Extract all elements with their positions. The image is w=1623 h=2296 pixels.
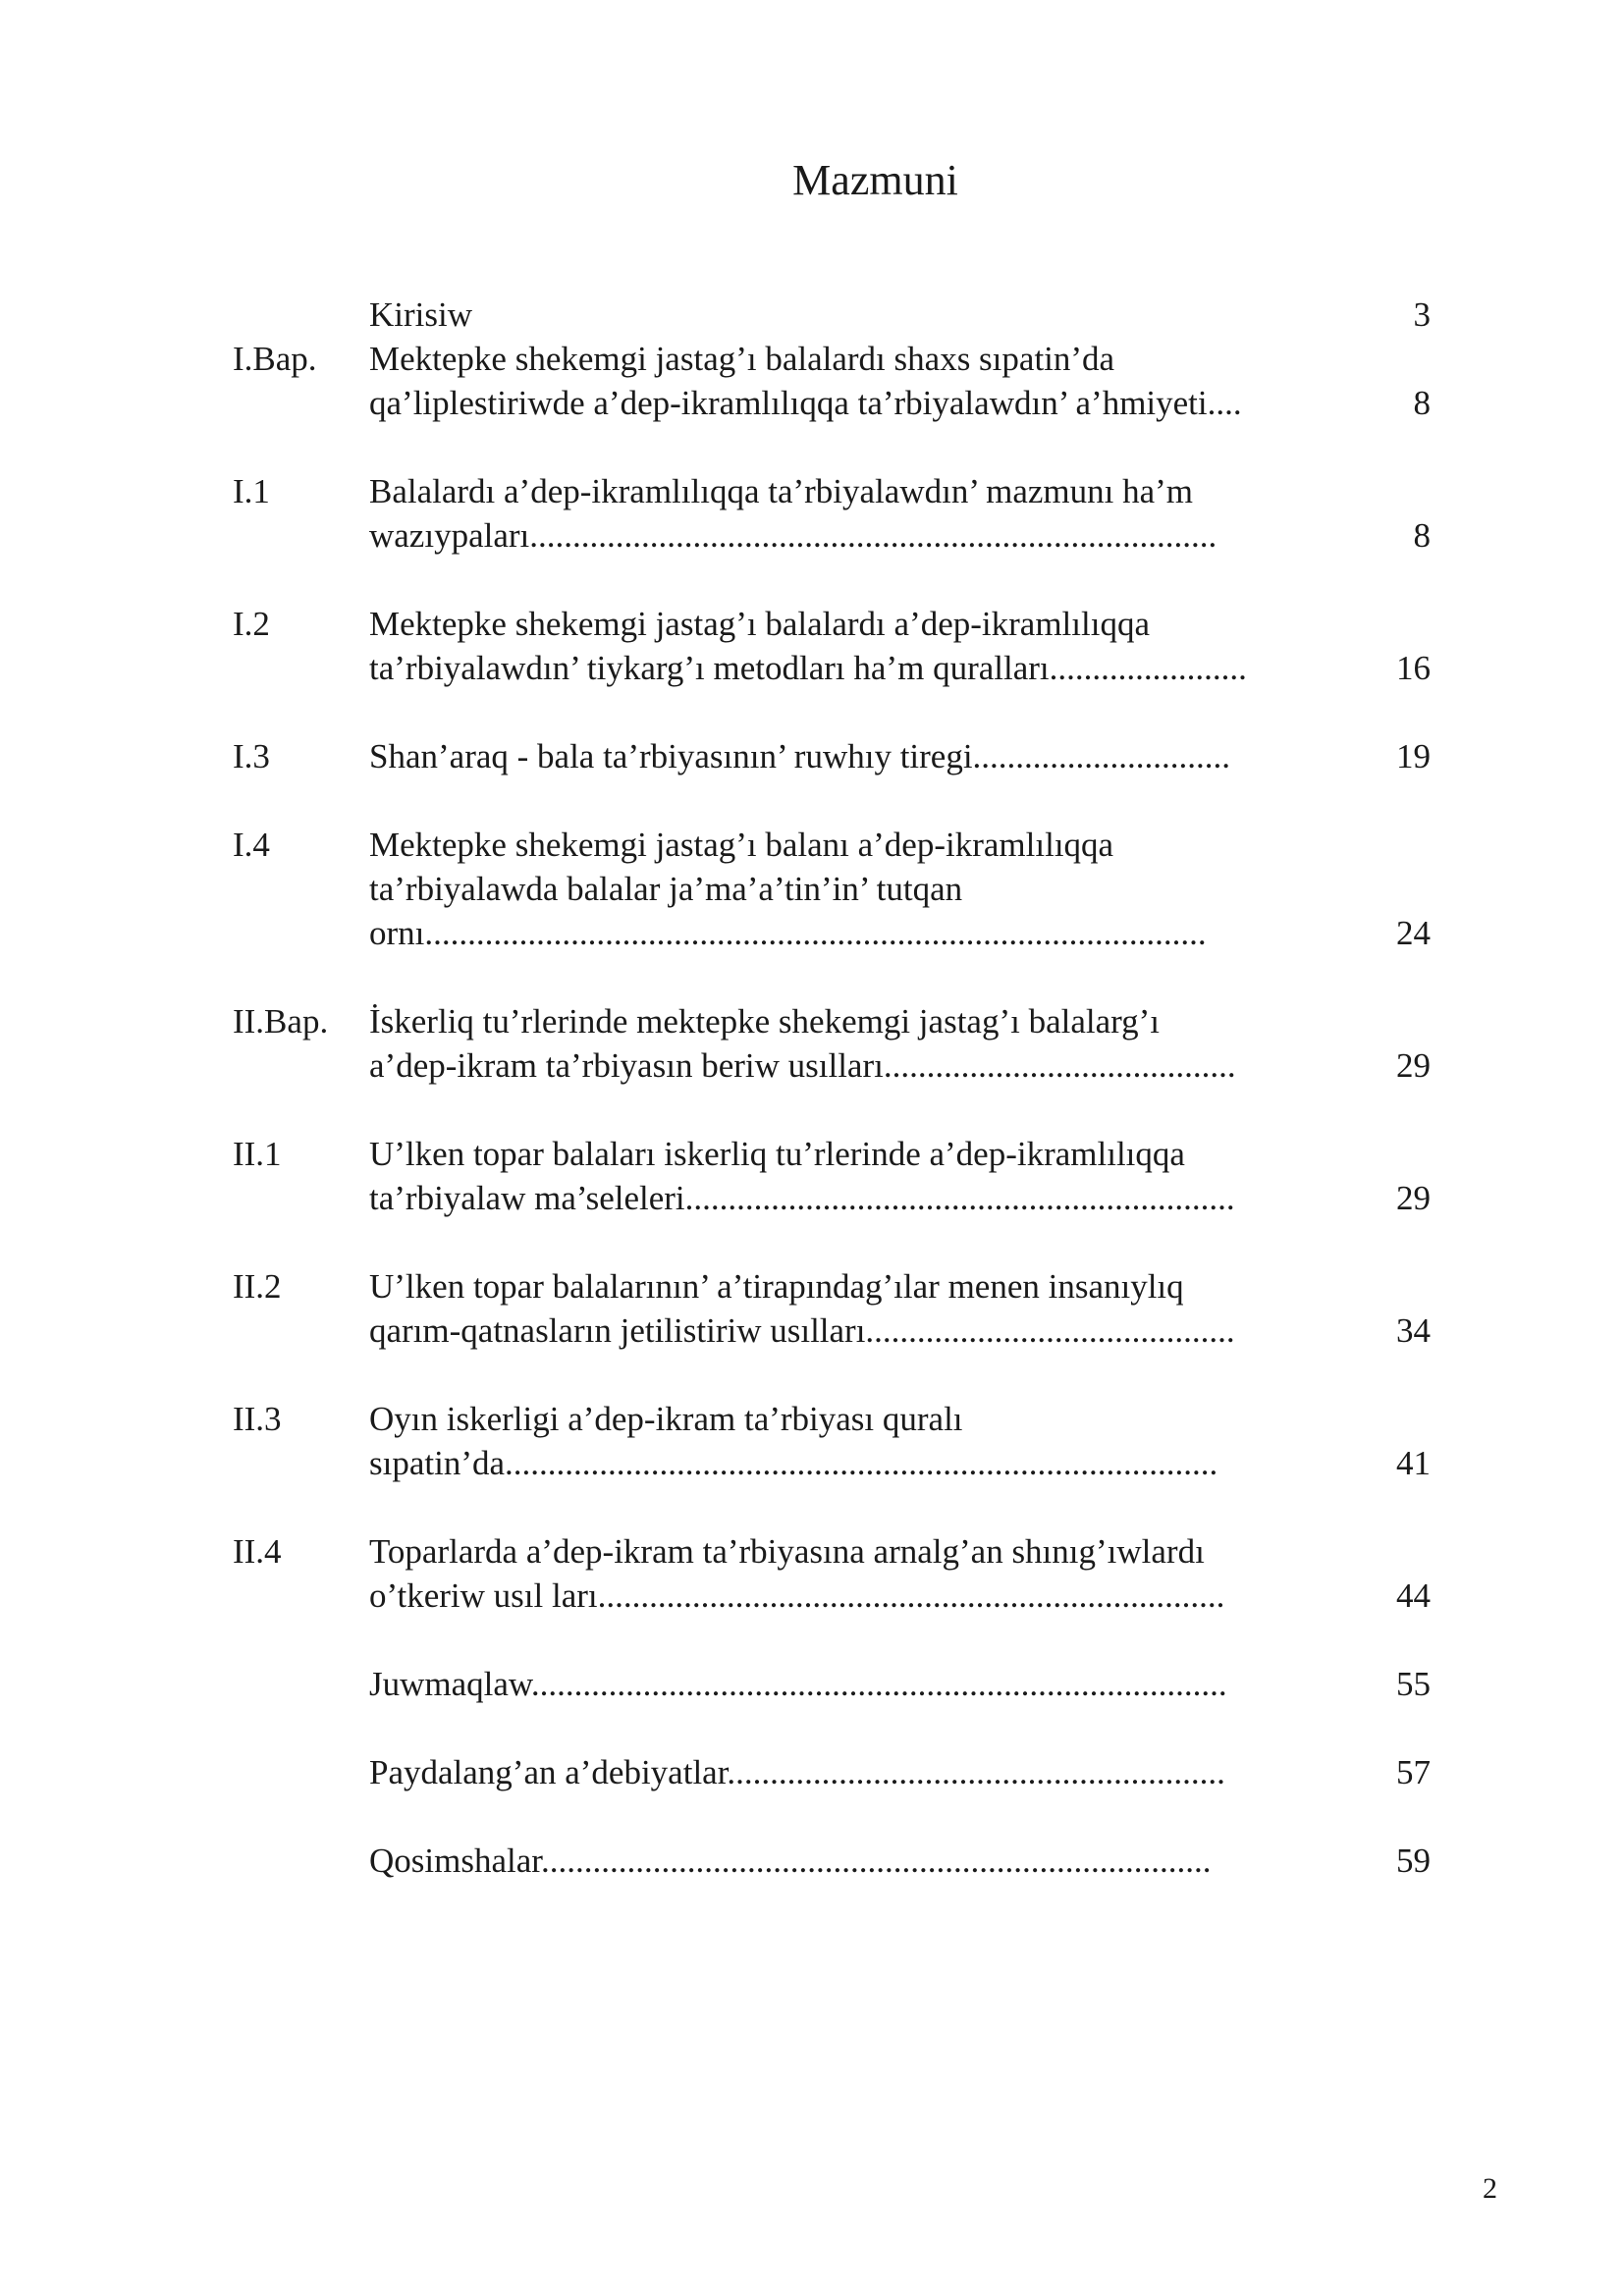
toc-entry-title	[369, 1397, 1366, 1485]
toc-entry-title	[369, 602, 1366, 690]
toc-entry-kirisiw	[233, 293, 1431, 337]
toc-entry-page: 41	[1396, 1444, 1431, 1482]
toc-entry-line: Shan’araq - bala ta’rbiyasının’ ruwhıy tiregi..............................	[369, 737, 1231, 775]
toc-entry-line: Toparlarda a’dep-ikram ta’rbiyasına arnalg’an shınıg’ıwlardı	[369, 1532, 1205, 1571]
toc-entry-page: 8	[1413, 384, 1431, 422]
toc-entry-number: II.1	[233, 1135, 282, 1173]
toc-entry-line: ta’rbiyalawdın’ tiykarg’ı metodları ha’m quralları.......................	[369, 649, 1247, 687]
toc-entry-1-3	[233, 734, 1431, 778]
toc-entry-number: II.2	[233, 1267, 282, 1306]
toc-entry-page: 44	[1396, 1576, 1431, 1615]
toc-entry-1-2	[233, 602, 1431, 690]
toc-entry-page: 8	[1413, 516, 1431, 555]
toc-entry-title	[369, 1839, 1366, 1883]
toc-entry-title	[369, 293, 1366, 337]
toc-entry-page: 16	[1396, 649, 1431, 687]
toc-entry-line: qa’liplestiriwde a’dep-ikramlılıqqa ta’rbiyalawdın’ a’hmiyeti....	[369, 384, 1242, 422]
toc-entry-line: İskerliq tu’rlerinde mektepke shekemgi jastag’ı balalarg’ı	[369, 1002, 1161, 1041]
toc-entry-title	[369, 1662, 1366, 1706]
toc-entry-number: I.2	[233, 605, 270, 643]
toc-entry-number: II.3	[233, 1400, 282, 1438]
toc-entry-number: II.Bap.	[233, 1002, 329, 1041]
toc-entry-line: qarım-qatnasların jetilistiriw usılları...........................................	[369, 1311, 1235, 1350]
table-of-contents	[233, 293, 1431, 1927]
toc-entry-line: Paydalang’an a’debiyatlar..........................................................	[369, 1753, 1225, 1791]
toc-entry-juwmaqlaw	[233, 1662, 1431, 1706]
toc-entry-line: a’dep-ikram ta’rbiyasın beriw usılları.........................................	[369, 1046, 1236, 1085]
toc-entry-title	[369, 469, 1366, 558]
toc-entry-line: sıpatin’da...................................................................................	[369, 1444, 1218, 1482]
toc-entry-title	[369, 1750, 1366, 1794]
toc-entry-2-2	[233, 1264, 1431, 1353]
toc-entry-number: I.1	[233, 472, 270, 510]
toc-entry-chapter-1	[233, 337, 1431, 425]
toc-entry-line: Mektepke shekemgi jastag’ı balanı a’dep-ikramlılıqqa	[369, 826, 1114, 864]
toc-entry-title	[369, 1264, 1366, 1353]
toc-entry-number: I.Bap.	[233, 340, 317, 378]
toc-entry-line: ta’rbiyalawda balalar ja’ma’a’tin’in’ tutqan	[369, 870, 963, 908]
toc-entry-line: ornı...........................................................................................	[369, 914, 1207, 952]
toc-entry-qosimshalar	[233, 1839, 1431, 1883]
toc-entry-title	[369, 734, 1366, 778]
toc-entry-line: Juwmaqlaw.................................................................................	[369, 1665, 1227, 1703]
toc-entry-line: o’tkeriw usıl ları.........................................................................	[369, 1576, 1225, 1615]
toc-entry-line: Mektepke shekemgi jastag’ı balalardı a’dep-ikramlılıqqa	[369, 605, 1150, 643]
toc-entry-line: wazıypaları................................................................................	[369, 516, 1217, 555]
toc-entry-adebiyatlar	[233, 1750, 1431, 1794]
toc-entry-line: Kirisiw	[369, 295, 472, 334]
toc-entry-line: U’lken topar balalarının’ a’tirapındag’ılar menen insanıylıq	[369, 1267, 1184, 1306]
toc-entry-page: 29	[1396, 1179, 1431, 1217]
toc-entry-page: 24	[1396, 914, 1431, 952]
page-title: Mazmuni	[792, 156, 958, 204]
toc-entry-title	[369, 1529, 1366, 1618]
toc-entry-line: U’lken topar balaları iskerliq tu’rlerinde a’dep-ikramlılıqqa	[369, 1135, 1185, 1173]
toc-entry-line: ta’rbiyalaw ma’seleleri................................................................	[369, 1179, 1235, 1217]
toc-entry-line: Mektepke shekemgi jastag’ı balalardı shaxs sıpatin’da	[369, 340, 1115, 378]
toc-entry-2-1	[233, 1132, 1431, 1220]
toc-entry-page: 19	[1396, 737, 1431, 775]
toc-entry-2-4	[233, 1529, 1431, 1618]
toc-entry-page: 29	[1396, 1046, 1431, 1085]
toc-entry-1-4	[233, 823, 1431, 955]
toc-entry-chapter-2	[233, 999, 1431, 1088]
toc-entry-line: Balalardı a’dep-ikramlılıqqa ta’rbiyalawdın’ mazmunı ha’m	[369, 472, 1194, 510]
toc-entry-number: II.4	[233, 1532, 282, 1571]
toc-entry-title	[369, 337, 1366, 425]
toc-entry-page: 59	[1396, 1842, 1431, 1880]
toc-entry-number: I.3	[233, 737, 270, 775]
toc-entry-line: Qosimshalar..............................................................................	[369, 1842, 1212, 1880]
toc-entry-title	[369, 823, 1366, 955]
toc-entry-line: Oyın iskerligi a’dep-ikram ta’rbiyası quralı	[369, 1400, 963, 1438]
toc-entry-title	[369, 1132, 1366, 1220]
toc-entry-2-3	[233, 1397, 1431, 1485]
toc-entry-page: 55	[1396, 1665, 1431, 1703]
toc-entry-1-1	[233, 469, 1431, 558]
toc-entry-page: 34	[1396, 1311, 1431, 1350]
toc-entry-number: I.4	[233, 826, 270, 864]
toc-entry-page: 57	[1396, 1753, 1431, 1791]
toc-entry-title	[369, 999, 1366, 1088]
page-number: 2	[1483, 2172, 1497, 2205]
toc-entry-page: 3	[1413, 295, 1431, 334]
